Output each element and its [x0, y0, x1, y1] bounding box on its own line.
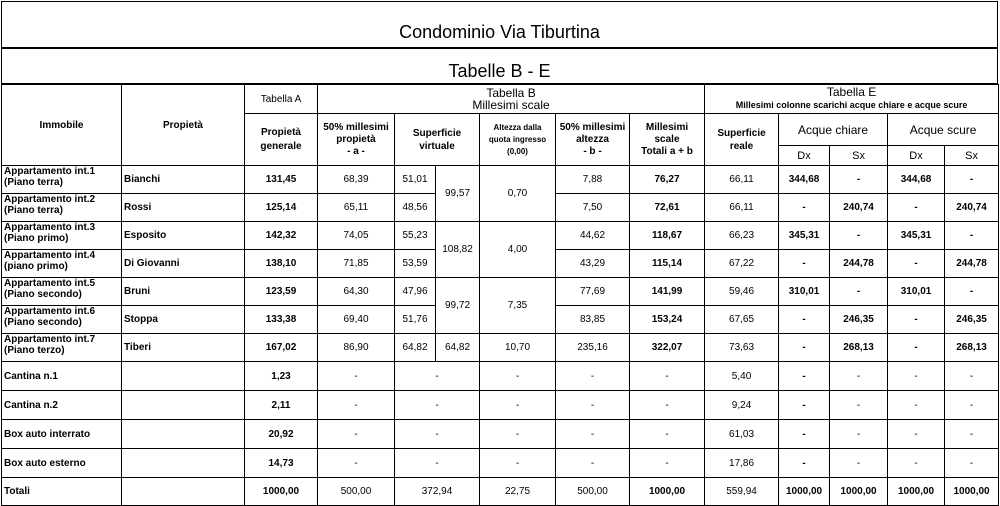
row-label: Box auto interrato: [2, 420, 122, 449]
supv-cell: -: [395, 362, 480, 391]
scale-cell: 72,61: [630, 194, 705, 222]
chiare-dx-cell: -: [779, 420, 830, 449]
chiare-sx-cell: 244,78: [830, 250, 888, 278]
row-label: Cantina n.1: [2, 362, 122, 391]
row-label: Cantina n.2: [2, 391, 122, 420]
chiare-dx-cell: -: [779, 334, 830, 362]
supv-cell: 47,96: [395, 278, 436, 306]
scure-dx-cell: -: [888, 449, 945, 478]
scure-dx-total: 1000,00: [888, 478, 945, 506]
supv-total: 372,94: [395, 478, 480, 506]
mill50a-cell: 68,39: [318, 166, 395, 194]
sup-reale-cell: 9,24: [705, 391, 779, 420]
owner-cell: Tiberi: [122, 334, 245, 362]
scure-sx-cell: 240,74: [945, 194, 999, 222]
supv-cell: 51,01: [395, 166, 436, 194]
scure-dx-cell: -: [888, 334, 945, 362]
owner-cell: Rossi: [122, 194, 245, 222]
scure-sx-cell: -: [945, 420, 999, 449]
mill50b-cell: 43,29: [556, 250, 630, 278]
header-mill-scale: Millesimi scale Totali a + b: [630, 114, 705, 166]
chiare-dx-cell: -: [779, 391, 830, 420]
header-scure-sx: Sx: [945, 146, 999, 166]
scure-sx-cell: 244,78: [945, 250, 999, 278]
mill50a-cell: -: [318, 391, 395, 420]
mill50a-cell: -: [318, 362, 395, 391]
mill50b-cell: 7,50: [556, 194, 630, 222]
supv-pair-cell: 64,82: [436, 334, 480, 362]
tabella-a-cell: 125,14: [245, 194, 318, 222]
sup-reale-cell: 73,63: [705, 334, 779, 362]
mill50a-cell: 74,05: [318, 222, 395, 250]
tabella-a-total: 1000,00: [245, 478, 318, 506]
totals-label: Totali: [2, 478, 122, 506]
tabella-a-cell: 167,02: [245, 334, 318, 362]
chiare-sx-cell: -: [830, 166, 888, 194]
owner-cell: [122, 362, 245, 391]
header-mill50-a: 50% millesimi propietà - a -: [318, 114, 395, 166]
tabella-a-cell: 20,92: [245, 420, 318, 449]
chiare-sx-cell: 268,13: [830, 334, 888, 362]
supv-cell: 55,23: [395, 222, 436, 250]
table-row: [2, 166, 999, 194]
chiare-dx-cell: -: [779, 362, 830, 391]
scale-cell: 76,27: [630, 166, 705, 194]
row-label: Appartamento int.3 (Piano primo): [2, 222, 122, 250]
supv-cell: 53,59: [395, 250, 436, 278]
mill50b-cell: -: [556, 391, 630, 420]
chiare-sx-cell: -: [830, 222, 888, 250]
mill50a-total: 500,00: [318, 478, 395, 506]
chiare-sx-total: 1000,00: [830, 478, 888, 506]
scale-cell: -: [630, 449, 705, 478]
header-chiare-dx: Dx: [779, 146, 830, 166]
table-row: [2, 278, 999, 306]
sup-reale-cell: 66,11: [705, 194, 779, 222]
scure-dx-cell: -: [888, 306, 945, 334]
header-tabella-b: Tabella B Millesimi scale: [318, 85, 705, 114]
sheet-title: Condominio Via Tiburtina: [1, 1, 998, 48]
mill50a-cell: -: [318, 420, 395, 449]
owner-cell: [122, 420, 245, 449]
altezza-cell: -: [480, 391, 556, 420]
header-sup-virtuale: Superficie virtuale: [395, 114, 480, 166]
row-label: Appartamento int.4 (piano primo): [2, 250, 122, 278]
chiare-dx-cell: -: [779, 194, 830, 222]
chiare-sx-cell: -: [830, 391, 888, 420]
tabella-a-cell: 133,38: [245, 306, 318, 334]
mill50b-cell: -: [556, 420, 630, 449]
tabella-a-cell: 1,23: [245, 362, 318, 391]
sup-reale-total: 559,94: [705, 478, 779, 506]
chiare-dx-cell: -: [779, 250, 830, 278]
scure-dx-cell: -: [888, 391, 945, 420]
chiare-sx-cell: -: [830, 449, 888, 478]
scure-sx-cell: -: [945, 391, 999, 420]
sup-reale-cell: 66,23: [705, 222, 779, 250]
chiare-sx-cell: 240,74: [830, 194, 888, 222]
scure-dx-cell: 345,31: [888, 222, 945, 250]
scale-total: 1000,00: [630, 478, 705, 506]
scure-sx-total: 1000,00: [945, 478, 999, 506]
table-row: [2, 420, 999, 449]
owner-cell: [122, 478, 245, 506]
tabella-a-cell: 2,11: [245, 391, 318, 420]
header-scure-dx: Dx: [888, 146, 945, 166]
row-label: Appartamento int.6 (Piano secondo): [2, 306, 122, 334]
table-row: [2, 334, 999, 362]
scale-cell: 115,14: [630, 250, 705, 278]
row-label: Appartamento int.5 (Piano secondo): [2, 278, 122, 306]
millesimi-table: [1, 84, 999, 506]
scure-sx-cell: -: [945, 166, 999, 194]
tabella-a-cell: 138,10: [245, 250, 318, 278]
tabella-a-cell: 142,32: [245, 222, 318, 250]
mill50a-cell: 86,90: [318, 334, 395, 362]
scure-dx-cell: 310,01: [888, 278, 945, 306]
chiare-dx-cell: 310,01: [779, 278, 830, 306]
supv-pair-cell: 99,72: [436, 278, 480, 334]
scale-cell: 118,67: [630, 222, 705, 250]
sheet-subtitle: Tabelle B - E: [1, 48, 998, 84]
supv-cell: -: [395, 391, 480, 420]
mill50a-cell: 71,85: [318, 250, 395, 278]
tabella-a-cell: 123,59: [245, 278, 318, 306]
supv-cell: -: [395, 449, 480, 478]
owner-cell: Esposito: [122, 222, 245, 250]
supv-cell: -: [395, 420, 480, 449]
scure-dx-cell: -: [888, 250, 945, 278]
owner-cell: Bianchi: [122, 166, 245, 194]
tabella-a-cell: 14,73: [245, 449, 318, 478]
scure-sx-cell: -: [945, 362, 999, 391]
supv-cell: 51,76: [395, 306, 436, 334]
row-label: Box auto esterno: [2, 449, 122, 478]
tabella-a-cell: 131,45: [245, 166, 318, 194]
mill50b-cell: 77,69: [556, 278, 630, 306]
chiare-sx-cell: -: [830, 362, 888, 391]
header-chiare-sx: Sx: [830, 146, 888, 166]
chiare-sx-cell: -: [830, 278, 888, 306]
mill50b-cell: 235,16: [556, 334, 630, 362]
altezza-total: 22,75: [480, 478, 556, 506]
sup-reale-cell: 5,40: [705, 362, 779, 391]
altezza-cell: -: [480, 362, 556, 391]
supv-cell: 48,56: [395, 194, 436, 222]
totals-row: [2, 478, 999, 506]
chiare-dx-cell: -: [779, 449, 830, 478]
scure-dx-cell: -: [888, 362, 945, 391]
header-tabella-a: Tabella A: [245, 85, 318, 114]
scale-cell: 322,07: [630, 334, 705, 362]
altezza-cell: 4,00: [480, 222, 556, 278]
mill50a-cell: 65,11: [318, 194, 395, 222]
mill50b-cell: 44,62: [556, 222, 630, 250]
owner-cell: Stoppa: [122, 306, 245, 334]
mill50b-cell: 7,88: [556, 166, 630, 194]
chiare-dx-cell: -: [779, 306, 830, 334]
header-prop-generale: Propietà generale: [245, 114, 318, 166]
sup-reale-cell: 67,22: [705, 250, 779, 278]
table-row: [2, 222, 999, 250]
sup-reale-cell: 67,65: [705, 306, 779, 334]
supv-pair-cell: 108,82: [436, 222, 480, 278]
chiare-dx-total: 1000,00: [779, 478, 830, 506]
chiare-dx-cell: 345,31: [779, 222, 830, 250]
mill50b-cell: -: [556, 449, 630, 478]
table-row: [2, 362, 999, 391]
header-propieta: Propietà: [122, 85, 245, 166]
scure-sx-cell: 246,35: [945, 306, 999, 334]
sup-reale-cell: 17,86: [705, 449, 779, 478]
mill50a-cell: 64,30: [318, 278, 395, 306]
scure-sx-cell: -: [945, 222, 999, 250]
table-row: [2, 391, 999, 420]
mill50b-cell: 83,85: [556, 306, 630, 334]
header-mill50-b: 50% millesimi altezza - b -: [556, 114, 630, 166]
owner-cell: Bruni: [122, 278, 245, 306]
altezza-cell: 7,35: [480, 278, 556, 334]
scale-cell: 153,24: [630, 306, 705, 334]
mill50b-total: 500,00: [556, 478, 630, 506]
mill50b-cell: -: [556, 362, 630, 391]
header-tabella-e: Tabella E Millesimi colonne scarichi acque chiare e acque scure: [705, 85, 999, 114]
mill50a-cell: 69,40: [318, 306, 395, 334]
chiare-sx-cell: 246,35: [830, 306, 888, 334]
scale-cell: -: [630, 362, 705, 391]
sup-reale-cell: 66,11: [705, 166, 779, 194]
header-immobile: Immobile: [2, 85, 122, 166]
header-acque-chiare: Acque chiare: [779, 114, 888, 146]
sup-reale-cell: 59,46: [705, 278, 779, 306]
chiare-sx-cell: -: [830, 420, 888, 449]
header-sup-reale: Superficie reale: [705, 114, 779, 166]
scure-sx-cell: -: [945, 278, 999, 306]
sup-reale-cell: 61,03: [705, 420, 779, 449]
header-acque-scure: Acque scure: [888, 114, 999, 146]
header-altezza: Altezza dalla quota ingresso (0,00): [480, 114, 556, 166]
scure-dx-cell: 344,68: [888, 166, 945, 194]
scale-cell: -: [630, 420, 705, 449]
altezza-cell: -: [480, 420, 556, 449]
table-row: [2, 449, 999, 478]
scure-dx-cell: -: [888, 420, 945, 449]
owner-cell: Di Giovanni: [122, 250, 245, 278]
row-label: Appartamento int.2 (Piano terra): [2, 194, 122, 222]
owner-cell: [122, 391, 245, 420]
scure-sx-cell: -: [945, 449, 999, 478]
row-label: Appartamento int.1 (Piano terra): [2, 166, 122, 194]
scale-cell: -: [630, 391, 705, 420]
altezza-cell: -: [480, 449, 556, 478]
supv-pair-cell: 99,57: [436, 166, 480, 222]
row-label: Appartamento int.7 (Piano terzo): [2, 334, 122, 362]
mill50a-cell: -: [318, 449, 395, 478]
scale-cell: 141,99: [630, 278, 705, 306]
altezza-cell: 10,70: [480, 334, 556, 362]
chiare-dx-cell: 344,68: [779, 166, 830, 194]
owner-cell: [122, 449, 245, 478]
supv-cell: 64,82: [395, 334, 436, 362]
scure-dx-cell: -: [888, 194, 945, 222]
scure-sx-cell: 268,13: [945, 334, 999, 362]
altezza-cell: 0,70: [480, 166, 556, 222]
